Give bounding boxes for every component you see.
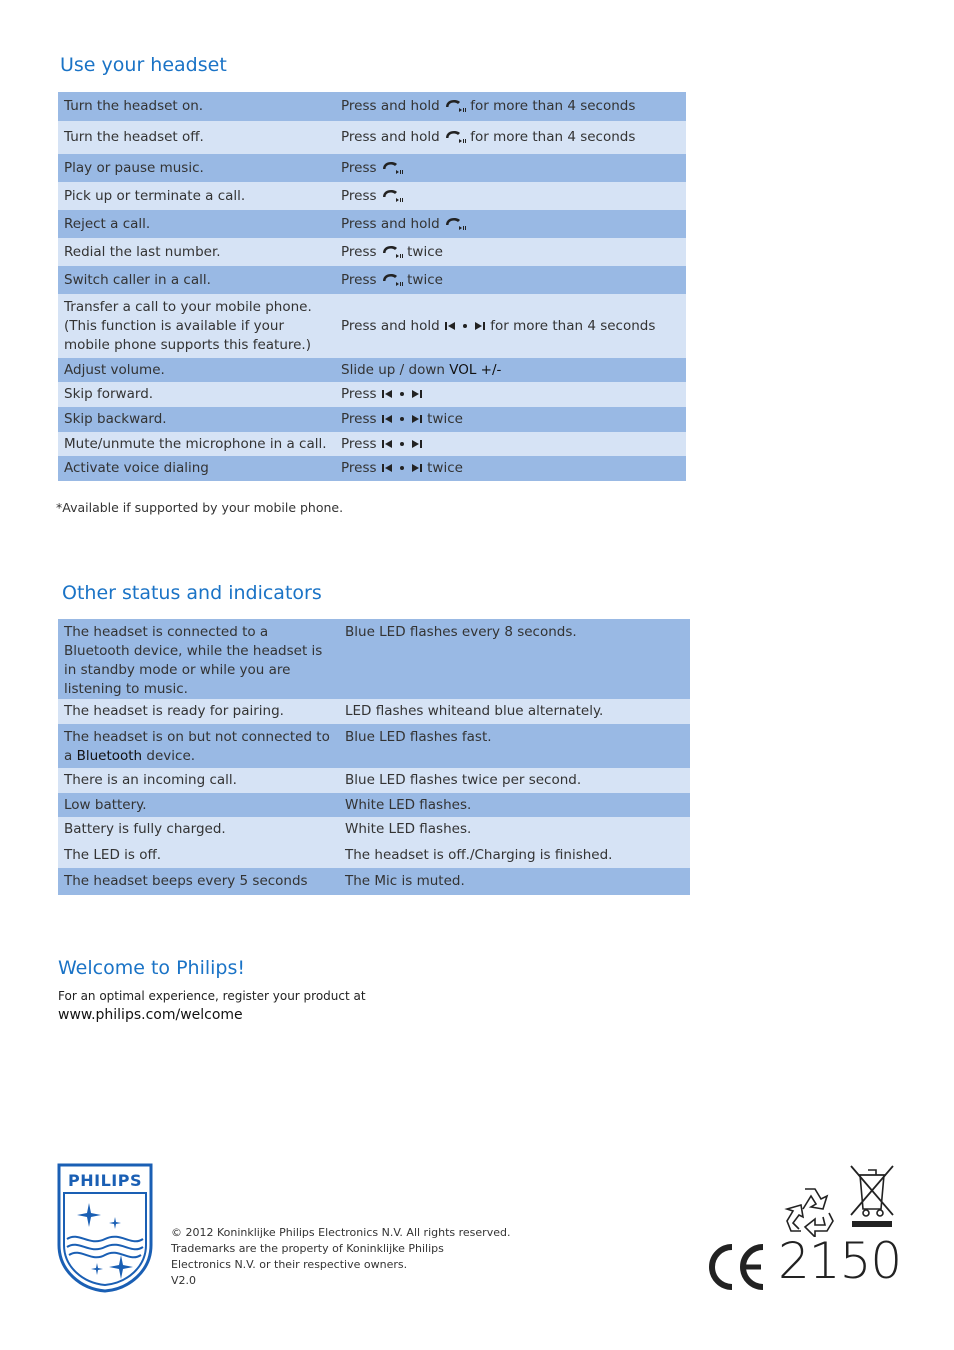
table-row: [58, 793, 690, 817]
table-row: [58, 768, 690, 793]
indicator-cell: LED flashes whiteand blue alternately.: [339, 699, 690, 724]
status-cell: The headset is on but not connected to a Bluetooth device.: [58, 724, 339, 768]
table-row: [58, 432, 686, 456]
action-cell: Pick up or terminate a call.: [58, 182, 335, 210]
prev-next-icon: [444, 320, 486, 332]
status-cell: Low battery.: [58, 793, 339, 817]
status-cell: There is an incoming call.: [58, 768, 339, 793]
status-cell: The LED is off.: [58, 842, 339, 868]
headset-controls-table: [58, 92, 686, 481]
control-cell: Press twice: [335, 238, 686, 266]
control-cell: Press and hold for more than 4 seconds: [335, 121, 686, 154]
table-row: [58, 817, 690, 842]
prev-next-icon: [381, 438, 423, 450]
indicator-cell: The Mic is muted.: [339, 868, 690, 895]
call-play-pause-icon: [444, 130, 466, 144]
table-row: [58, 154, 686, 182]
weee-bin-icon: [848, 1163, 896, 1229]
control-cell: Press and hold: [335, 210, 686, 238]
control-cell: Press: [335, 154, 686, 182]
indicator-cell: White LED flashes.: [339, 817, 690, 842]
table-row: [58, 456, 686, 481]
action-cell: Skip forward.: [58, 382, 335, 407]
control-cell: Press twice: [335, 407, 686, 432]
action-cell: Redial the last number.: [58, 238, 335, 266]
copyright-block: © 2012 Koninklijke Philips Electronics N.V. All rights reserved. Trademarks are the property of Koninklijke Philips Electronics N.V. or their respective owners. V2.0: [171, 1226, 511, 1287]
action-cell: Switch caller in a call.: [58, 266, 335, 294]
control-cell: Press: [335, 432, 686, 456]
philips-wordmark: PHILIPS: [68, 1171, 142, 1190]
table-row: [58, 92, 686, 121]
action-cell: Reject a call.: [58, 210, 335, 238]
control-cell: Press twice: [335, 456, 686, 481]
control-cell: Press: [335, 182, 686, 210]
action-cell: Mute/unmute the microphone in a call.: [58, 432, 335, 456]
action-cell: Transfer a call to your mobile phone. (This function is available if your mobile phone supports this feature.): [58, 294, 335, 358]
call-play-pause-icon: [381, 245, 403, 259]
ce-mark-icon: [705, 1242, 767, 1292]
status-cell: The headset beeps every 5 seconds: [58, 868, 339, 895]
action-cell: Turn the headset on.: [58, 92, 335, 121]
call-play-pause-icon: [444, 217, 466, 231]
control-cell: Slide up / down VOL +/-: [335, 358, 686, 382]
table-row: [58, 842, 690, 868]
register-text: For an optimal experience, register your product at: [58, 989, 366, 1003]
action-cell: Skip backward.: [58, 407, 335, 432]
section-title-use-headset: Use your headset: [60, 54, 227, 76]
call-play-pause-icon: [381, 189, 403, 203]
table-row: [58, 358, 686, 382]
bluetooth-term: Bluetooth: [76, 748, 143, 764]
philips-shield-logo: [57, 1163, 153, 1293]
table-row: [58, 210, 686, 238]
status-cell: Battery is fully charged.: [58, 817, 339, 842]
prev-next-icon: [381, 462, 423, 474]
welcome-title: Welcome to Philips!: [58, 957, 245, 979]
table-row: [58, 619, 690, 699]
indicator-cell: Blue LED flashes fast.: [339, 724, 690, 768]
table-row: [58, 868, 690, 895]
table-row: [58, 699, 690, 724]
control-cell: Press twice: [335, 266, 686, 294]
table-row: [58, 121, 686, 154]
table-row: [58, 294, 686, 358]
table-row: [58, 266, 686, 294]
footnote: *Available if supported by your mobile phone.: [56, 500, 344, 515]
control-cell: Press: [335, 382, 686, 407]
status-cell: The headset is ready for pairing.: [58, 699, 339, 724]
prev-next-icon: [381, 388, 423, 400]
indicator-cell: Blue LED flashes every 8 seconds.: [339, 619, 690, 699]
table-row: [58, 407, 686, 432]
table-row: [58, 182, 686, 210]
recycle-icon: [783, 1183, 837, 1237]
indicator-cell: White LED flashes.: [339, 793, 690, 817]
indicator-cell: The headset is off./Charging is finished.: [339, 842, 690, 868]
section-title-status: Other status and indicators: [62, 582, 322, 604]
table-row: [58, 724, 690, 768]
action-cell: Adjust volume.: [58, 358, 335, 382]
action-cell: Activate voice dialing: [58, 456, 335, 481]
prev-next-icon: [381, 413, 423, 425]
control-cell: Press and hold for more than 4 seconds: [335, 294, 686, 358]
control-cell: Press and hold for more than 4 seconds: [335, 92, 686, 121]
register-url[interactable]: www.philips.com/welcome: [58, 1007, 243, 1023]
status-cell: The headset is connected to a Bluetooth device, while the headset is in standby mode or while you are listening to music.: [58, 619, 339, 699]
ce-notified-body-number: 2150: [778, 1232, 902, 1290]
table-row: [58, 382, 686, 407]
action-cell: Turn the headset off.: [58, 121, 335, 154]
indicator-cell: Blue LED flashes twice per second.: [339, 768, 690, 793]
table-row: [58, 238, 686, 266]
action-cell: Play or pause music.: [58, 154, 335, 182]
call-play-pause-icon: [444, 99, 466, 113]
call-play-pause-icon: [381, 161, 403, 175]
status-indicators-table: [58, 619, 690, 895]
call-play-pause-icon: [381, 273, 403, 287]
